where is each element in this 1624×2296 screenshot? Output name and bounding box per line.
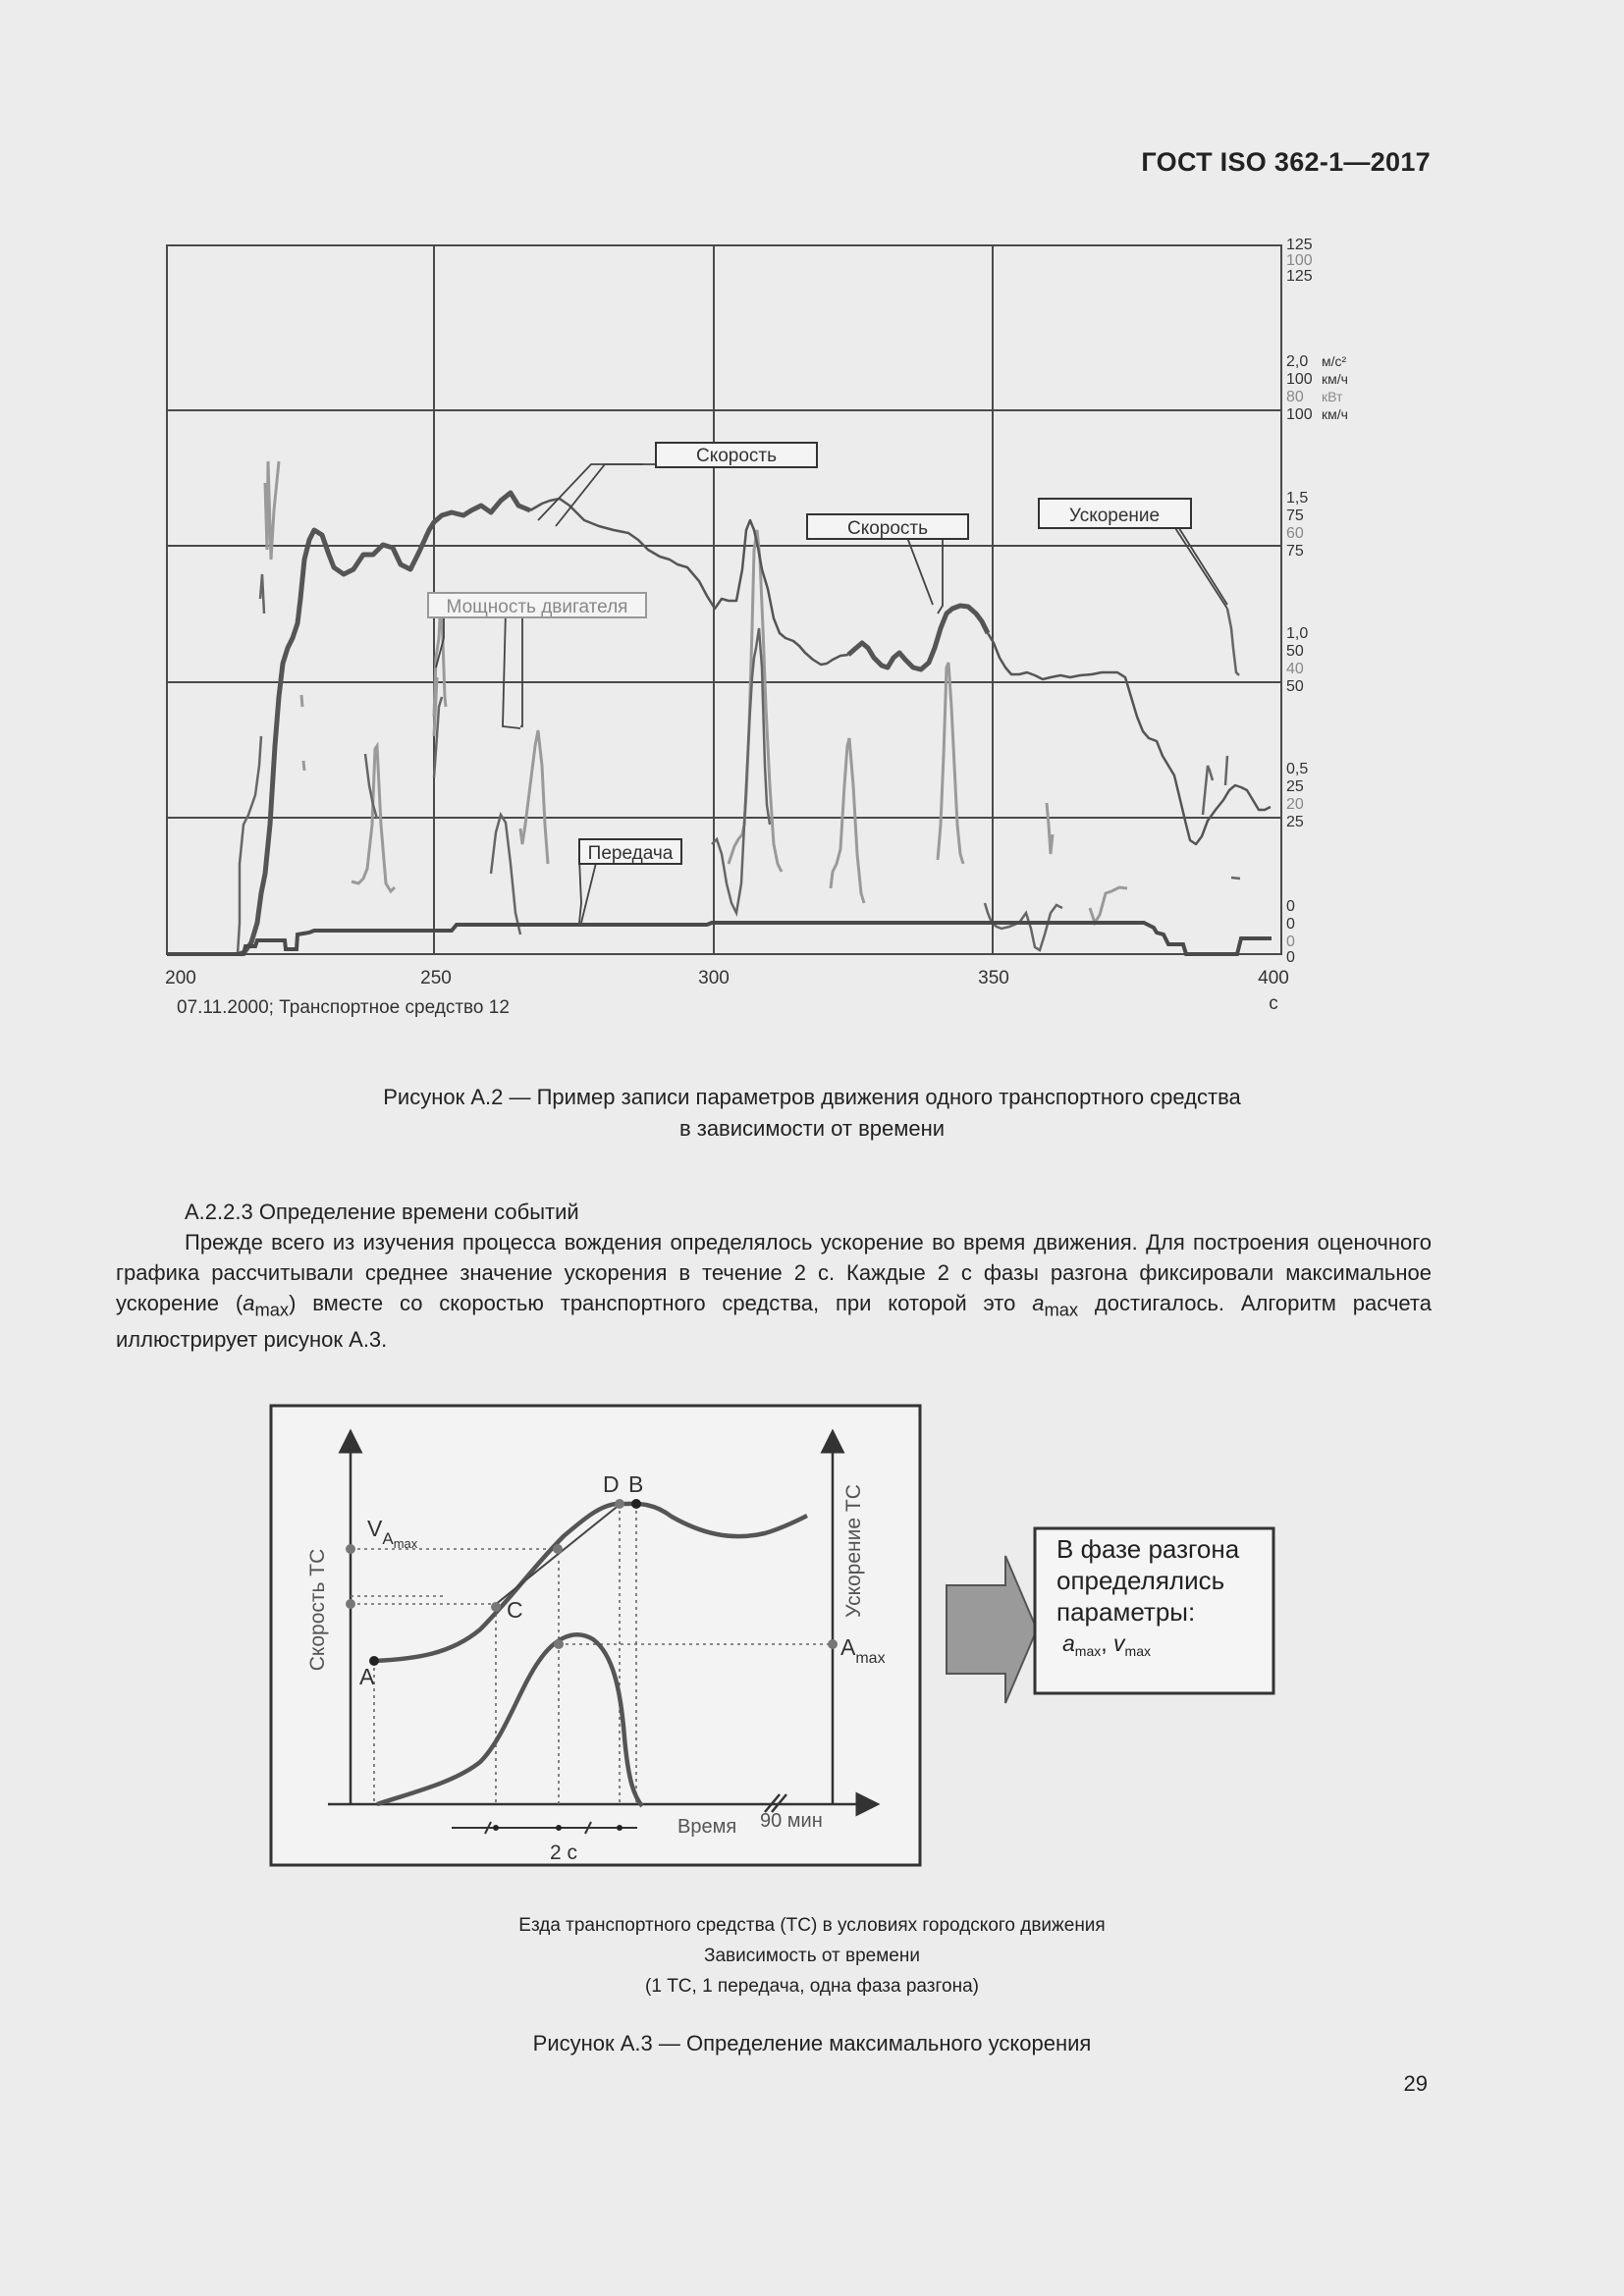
svg-text:350: 350 [978, 968, 1009, 988]
svg-text:100: 100 [1286, 252, 1313, 269]
gear-trace [167, 923, 1272, 954]
svg-text:2,0: 2,0 [1286, 353, 1309, 370]
label-point-b: B [628, 1471, 644, 1497]
svg-text:300: 300 [698, 968, 730, 988]
figure-a2-caption-line1: Рисунок А.2 — Пример записи параметров движения одного транспортного средства [383, 1085, 1241, 1109]
right-scale [1286, 237, 1348, 966]
svg-text:параметры:: параметры: [1056, 1597, 1196, 1627]
section-heading: А.2.2.3 Определение времени событий [185, 1200, 579, 1224]
figure-a2-caption [0, 1082, 1624, 1145]
speed-trace [240, 493, 530, 954]
svg-text:В фазе разгона: В фазе разгона [1056, 1534, 1240, 1564]
svg-text:100: 100 [1286, 371, 1313, 388]
svg-text:определялись: определялись [1056, 1566, 1225, 1595]
figure-a2-chart [157, 236, 1394, 1021]
chart-footnote: 07.11.2000; Транспортное средство 12 [177, 997, 510, 1018]
callout-gear [579, 839, 681, 864]
document-header: ГОСТ ISO 362-1—2017 [1141, 147, 1431, 177]
svg-text:Мощность двигателя: Мощность двигателя [446, 597, 628, 617]
power-trace [265, 461, 1127, 923]
diagram-frame [271, 1406, 920, 1865]
figure-a3-caption: Рисунок А.3 — Определение максимального ускорения [532, 2031, 1092, 2056]
y-left-axis-label: Скорость ТС [306, 1548, 329, 1672]
subcaption-line1: Езда транспортного средства (ТС) в условиях городского движения [518, 1915, 1106, 1936]
callout-speed-2 [807, 514, 968, 539]
svg-text:1,5: 1,5 [1286, 490, 1309, 507]
svg-text:50: 50 [1286, 643, 1304, 660]
svg-text:Скорость: Скорость [846, 518, 929, 539]
svg-text:км/ч: км/ч [1322, 406, 1348, 422]
callout-engine-power [428, 593, 646, 617]
svg-text:Время: Время [677, 1816, 737, 1838]
label-v-amax: $V_A\max$ [367, 1516, 418, 1551]
svg-text:125: 125 [1286, 237, 1313, 253]
svg-text:400: 400 [1258, 968, 1289, 988]
subcaption-line2: Зависимость от времени [704, 1946, 920, 1966]
svg-text:20: 20 [1286, 796, 1304, 813]
svg-text:Скорость: Скорость [695, 446, 778, 466]
y-right-axis-label: Ускорение ТС [842, 1484, 865, 1618]
svg-text:км/ч: км/ч [1322, 371, 1348, 387]
block-arrow-icon [947, 1556, 1037, 1703]
svg-text:40: 40 [1286, 661, 1304, 677]
svg-text:80: 80 [1286, 389, 1304, 405]
parameter-box [1035, 1528, 1273, 1693]
svg-text:0: 0 [1286, 898, 1295, 915]
subcaption-line3: (1 ТС, 1 передача, одна фаза разгона) [645, 1976, 979, 1997]
svg-text:0: 0 [1286, 916, 1295, 933]
svg-text:200: 200 [165, 968, 196, 988]
svg-text:25: 25 [1286, 778, 1304, 795]
callout-acceleration [1039, 499, 1191, 528]
svg-text:100: 100 [1286, 406, 1313, 423]
speed-trace-2 [848, 606, 988, 669]
svg-text:75: 75 [1286, 507, 1304, 524]
svg-text:0: 0 [1286, 949, 1295, 966]
speed-trace-3 [988, 633, 1271, 844]
svg-text:0,5: 0,5 [1286, 761, 1309, 777]
svg-text:кВт: кВт [1322, 389, 1343, 404]
svg-text:0: 0 [1286, 934, 1295, 950]
section-body: Прежде всего из изучения процесса вождения определялось ускорение во время движения. Для построения оценочного графика рассчитывали среднее значение ускорения в течение 2 с. Каждые 2 с фазы разгона фиксировали максимальное ускорение $(a_{max})$ вместе со скоростью транспортного средства, при которой это $a_{max}$ достигалось. Алгоритм расчета иллюстрирует рисунок А.3. [116, 1230, 1432, 1353]
label-point-a: A [359, 1664, 375, 1689]
page-number: 29 [1403, 2071, 1428, 2096]
acceleration-trace [238, 574, 1240, 954]
figure-a3-subcaption [0, 1910, 1624, 2002]
svg-text:125: 125 [1286, 268, 1313, 285]
svg-text:250: 250 [420, 968, 452, 988]
svg-text:50: 50 [1286, 678, 1304, 695]
label-point-d: D [603, 1471, 620, 1497]
svg-text:с: с [1269, 993, 1278, 1014]
speed-trace-thin [530, 499, 848, 665]
svg-text:1,0: 1,0 [1286, 625, 1309, 642]
svg-text:Ускорение: Ускорение [1068, 506, 1161, 526]
section-text [116, 1197, 1432, 1355]
interval-label: 2 с [549, 1842, 578, 1864]
figure-a2-caption-line2: в зависимости от времени [678, 1116, 946, 1141]
callout-speed-1 [656, 443, 817, 467]
svg-text:Передача: Передача [587, 843, 674, 864]
svg-text:60: 60 [1286, 525, 1304, 542]
svg-text:75: 75 [1286, 543, 1304, 560]
svg-text:90 мин: 90 мин [760, 1810, 823, 1832]
svg-text:amax, vmax: $a_{max}$, $v_{max}$ [1062, 1630, 1151, 1659]
figure-a3-diagram [269, 1404, 1290, 1875]
svg-text:25: 25 [1286, 814, 1304, 830]
label-a-max: $A_{max}$ [840, 1634, 886, 1667]
svg-text:м/с²: м/с² [1322, 353, 1347, 369]
label-point-c: C [507, 1597, 523, 1623]
